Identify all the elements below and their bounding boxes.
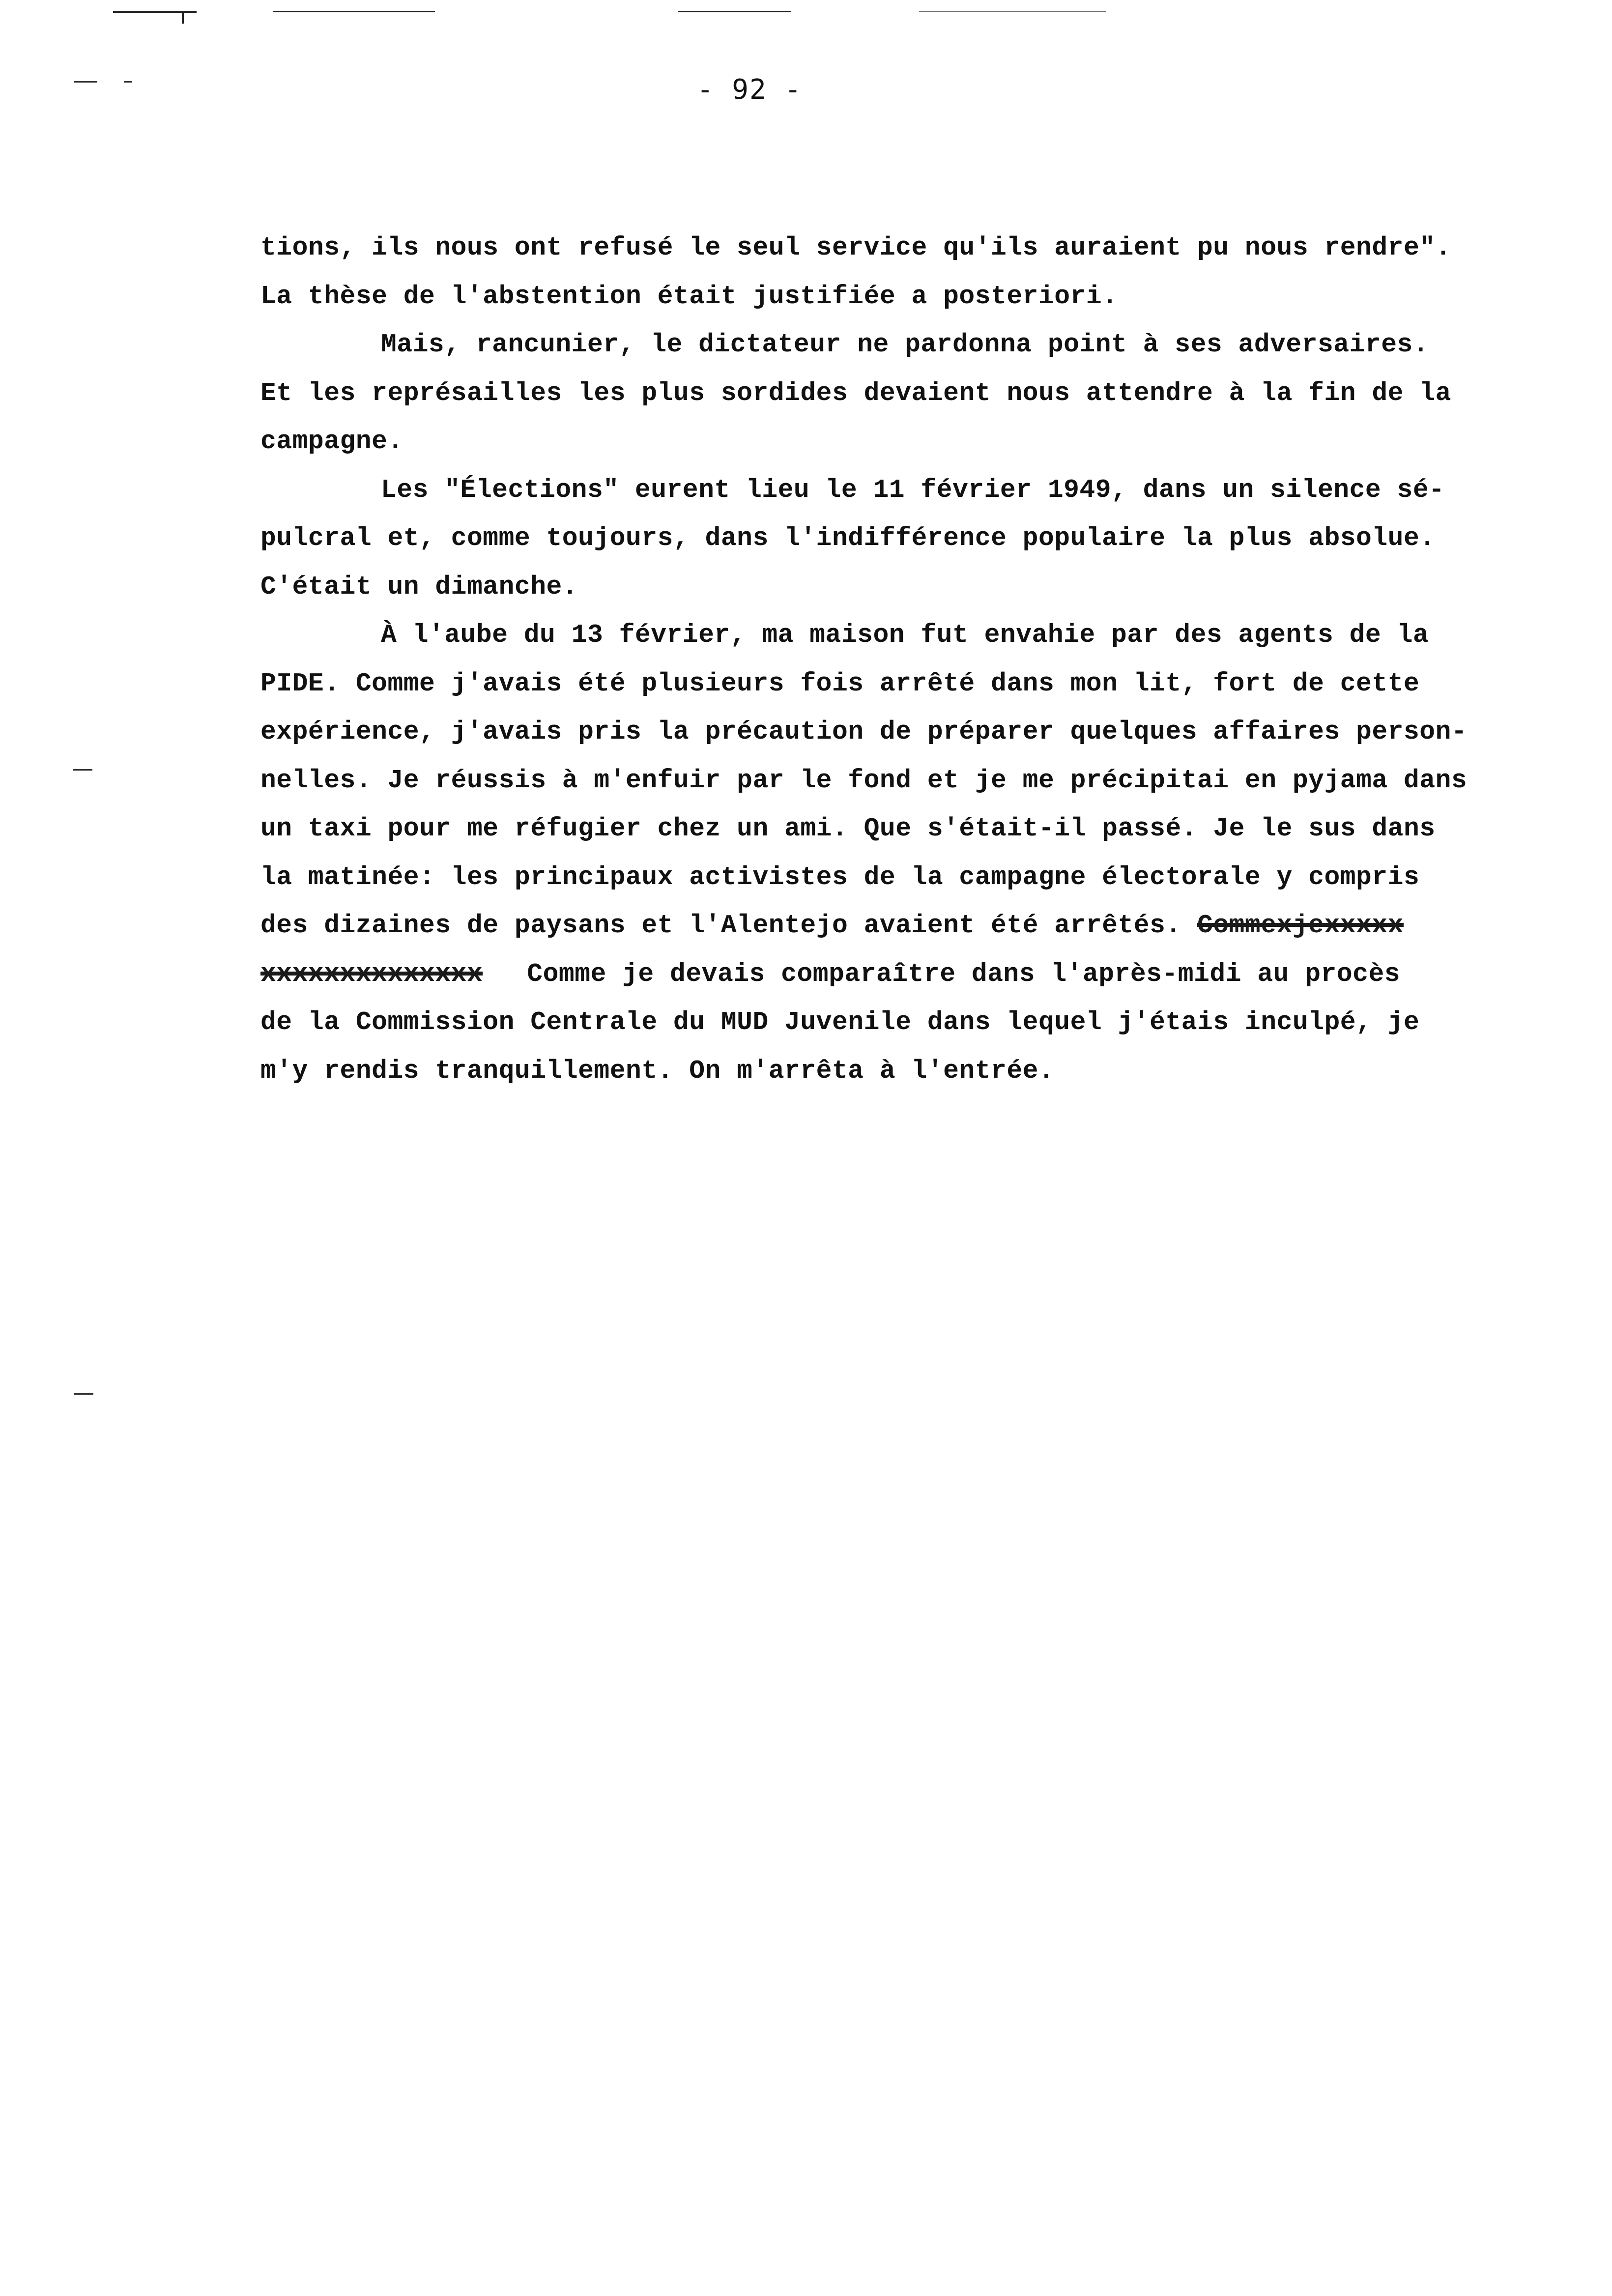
text-line: Les "Élections" eurent lieu le 11 février 1949, dans un silence sé-	[381, 475, 1445, 505]
text-line: la matinée: les principaux activistes de la campagne électorale y compris	[260, 862, 1420, 892]
scan-artifact	[273, 11, 435, 12]
text-line: La thèse de l'abstention était justifiée a posteriori.	[260, 281, 1118, 311]
text-fragment: Comme je devais comparaître dans l'après-midi au procès	[527, 959, 1401, 989]
page-number: - 92 -	[696, 74, 803, 106]
scan-artifact	[113, 11, 197, 13]
margin-mark	[73, 769, 92, 771]
text-line	[260, 901, 1578, 950]
text-line: expérience, j'avais pris la précaution de préparer quelques affaires person-	[260, 717, 1468, 746]
struck-text: xxxxxxxxxxxxxx	[260, 959, 483, 989]
text-line: campagne.	[260, 427, 403, 456]
text-line: tions, ils nous ont refusé le seul service qu'ils auraient pu nous rendre".	[260, 233, 1451, 262]
scan-artifact	[919, 11, 1106, 12]
margin-mark	[74, 1393, 93, 1395]
text-line: un taxi pour me réfugier chez un ami. Que s'était-il passé. Je le sus dans	[260, 814, 1436, 843]
text-line: nelles. Je réussis à m'enfuir par le fond et je me précipitai en pyjama dans	[260, 765, 1468, 795]
text-line: Mais, rancunier, le dictateur ne pardonna point à ses adversaires.	[381, 330, 1429, 359]
text-line: de la Commission Centrale du MUD Juvenile dans lequel j'étais inculpé, je	[260, 1007, 1420, 1037]
scan-artifact	[182, 11, 184, 24]
text-line: À l'aube du 13 février, ma maison fut envahie par des agents de la	[381, 620, 1429, 650]
struck-text: Commexjexxxxx	[1197, 911, 1404, 940]
text-line: m'y rendis tranquillement. On m'arrêta à l'entrée.	[260, 1056, 1055, 1086]
text-line: pulcral et, comme toujours, dans l'indifférence populaire la plus absolue.	[260, 523, 1436, 553]
text-line: Et les représailles les plus sordides devaient nous attendre à la fin de la	[260, 378, 1451, 408]
text-line: PIDE. Comme j'avais été plusieurs fois arrêté dans mon lit, fort de cette	[260, 668, 1420, 698]
text-line: C'était un dimanche.	[260, 572, 578, 602]
text-line	[260, 950, 1578, 999]
body-text	[260, 224, 1578, 1095]
text-fragment: des dizaines de paysans et l'Alentejo avaient été arrêtés.	[260, 911, 1181, 940]
scan-artifact	[678, 11, 791, 12]
